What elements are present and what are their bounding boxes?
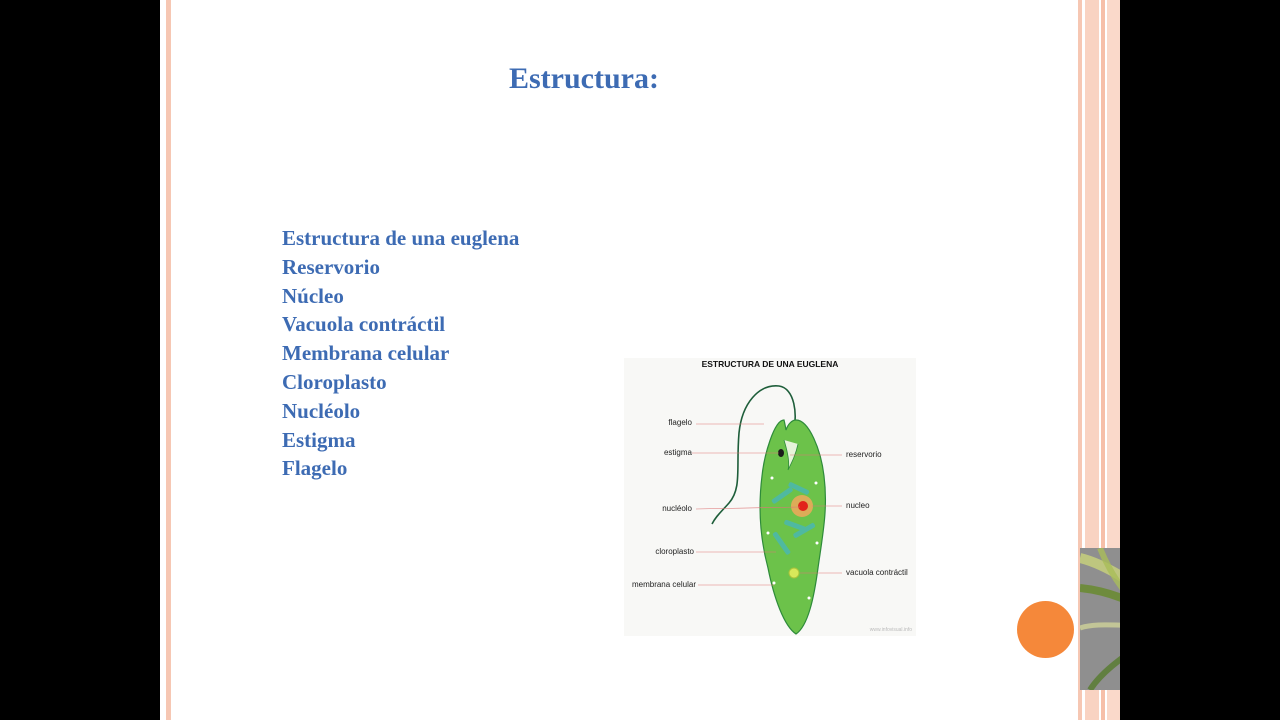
decorative-swirl-graphic [1080,548,1120,690]
membrane-dot [773,582,776,585]
label-nucleolo: nucléolo [662,504,692,513]
label-nucleo: nucleo [846,501,870,510]
list-item: Reservorio [282,254,380,279]
swirl-icon [1080,548,1120,690]
membrane-dot [815,482,818,485]
label-vacuola: vacuola contráctil [846,568,908,577]
label-membrana: membrana celular [631,580,696,589]
left-border-stripe [166,0,171,720]
list-item: Nucléolo [282,398,361,423]
list-item: Membrana celular [282,341,450,366]
diagram-watermark: www.infovisual.info [869,627,912,633]
membrane-dot [808,597,811,600]
list-item: Flagelo [282,456,348,481]
vacuole-shape [789,568,799,578]
list-item: Núcleo [282,283,344,308]
orange-accent-circle [1017,601,1074,658]
list-item: Estigma [282,427,356,452]
structure-list [282,224,519,483]
slide-title: Estructura: [509,62,659,95]
list-item: Estructura de una euglena [282,226,520,250]
membrane-dot [816,542,819,545]
membrane-dot [767,532,770,535]
euglena-diagram [624,358,916,636]
label-estigma: estigma [663,448,692,457]
label-reservorio: reservorio [846,450,882,459]
label-flagelo: flagelo [668,418,692,427]
label-cloroplasto: cloroplasto [655,547,694,556]
membrane-dot [771,477,774,480]
diagram-title: ESTRUCTURA DE UNA EUGLENA [701,359,839,369]
nucleolus-shape [798,501,808,511]
list-item: Vacuola contráctil [282,312,446,337]
list-item: Cloroplasto [282,369,387,394]
slide [160,0,1120,720]
